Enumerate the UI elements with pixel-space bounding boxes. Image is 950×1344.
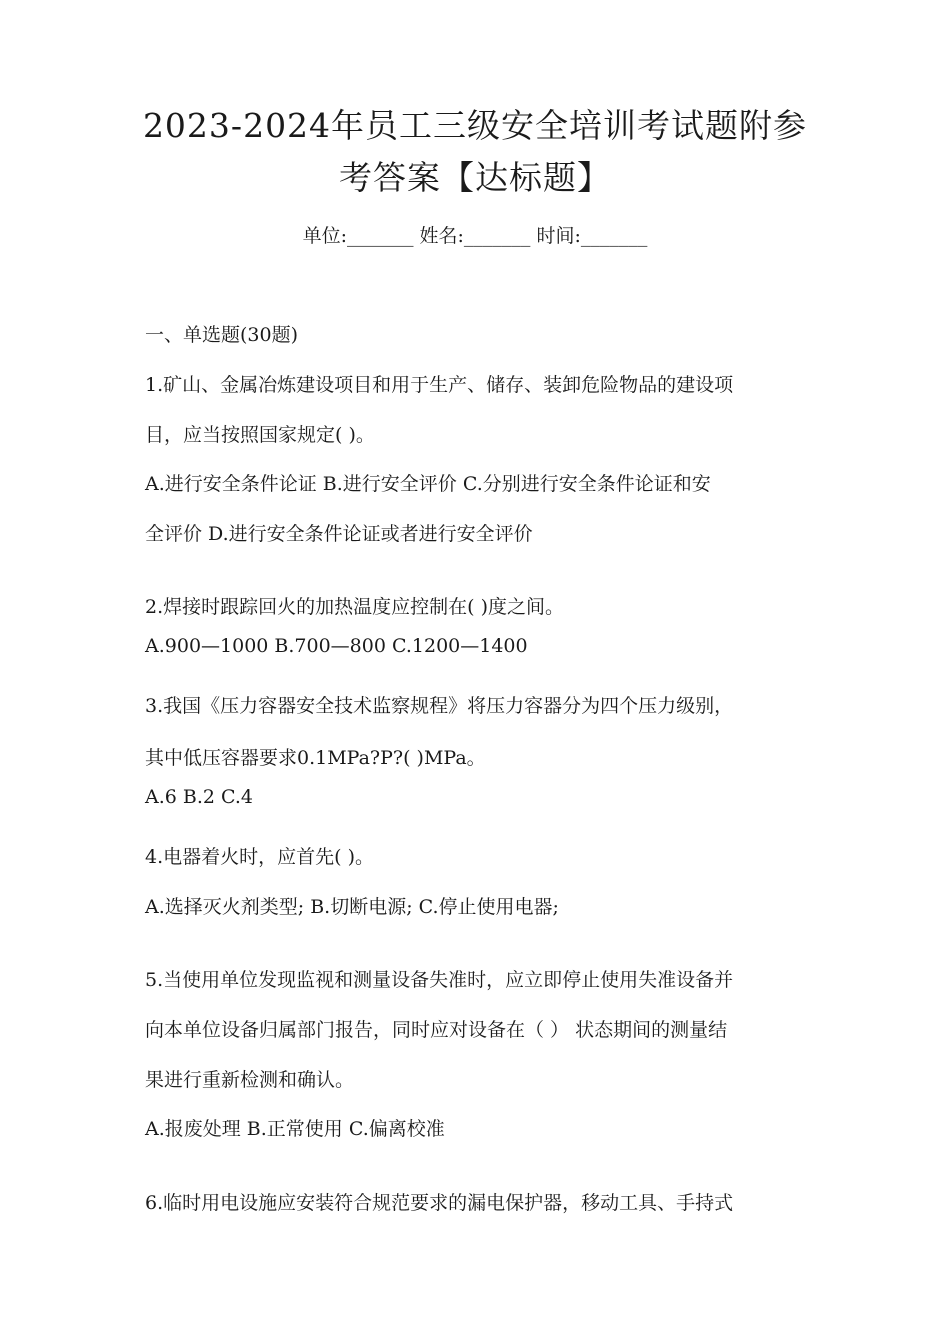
question-6-text: 6.临时用电设施应安装符合规范要求的漏电保护器，移动工具、手持式 <box>145 1192 734 1214</box>
question-4-options: A.选择灭火剂类型; B.切断电源; C.停止使用电器; <box>145 896 559 918</box>
question-1-text: 1.矿山、金属冶炼建设项目和用于生产、储存、装卸危险物品的建设项 <box>145 374 734 396</box>
question-2-options: A.900—1000 B.700—800 C.1200—1400 <box>145 635 528 657</box>
question-2-text: 2.焊接时跟踪回火的加热温度应控制在( )度之间。 <box>145 596 564 618</box>
question-5-text-cont: 向本单位设备归属部门报告，同时应对设备在（ ） 状态期间的测量结 <box>145 1019 728 1041</box>
question-5-text: 5.当使用单位发现监视和测量设备失准时，应立即停止使用失准设备并 <box>145 969 734 991</box>
question-3-text-cont: 其中低压容器要求0.1MPa?P?( )MPa。 <box>145 747 486 769</box>
title-line-1: 2023-2024年员工三级安全培训考试题附参 <box>142 106 808 145</box>
section-heading: 一、单选题(30题) <box>145 324 299 346</box>
document-meta: 单位:_______ 姓名:_______ 时间:_______ <box>302 225 648 247</box>
question-4-text: 4.电器着火时，应首先( )。 <box>145 846 374 868</box>
question-5-options: A.报废处理 B.正常使用 C.偏离校准 <box>145 1118 445 1140</box>
question-1-text-cont: 目，应当按照国家规定( )。 <box>145 424 375 446</box>
question-1-options: A.进行安全条件论证 B.进行安全评价 C.分别进行安全条件论证和安 <box>145 473 711 495</box>
question-5-text-end: 果进行重新检测和确认。 <box>145 1069 355 1091</box>
question-3-text: 3.我国《压力容器安全技术监察规程》将压力容器分为四个压力级别， <box>145 695 734 717</box>
document-title <box>120 100 830 204</box>
question-3-options: A.6 B.2 C.4 <box>145 786 254 808</box>
question-1-options-cont: 全评价 D.进行安全条件论证或者进行安全评价 <box>145 523 533 545</box>
title-line-2: 考答案【达标题】 <box>339 158 611 197</box>
